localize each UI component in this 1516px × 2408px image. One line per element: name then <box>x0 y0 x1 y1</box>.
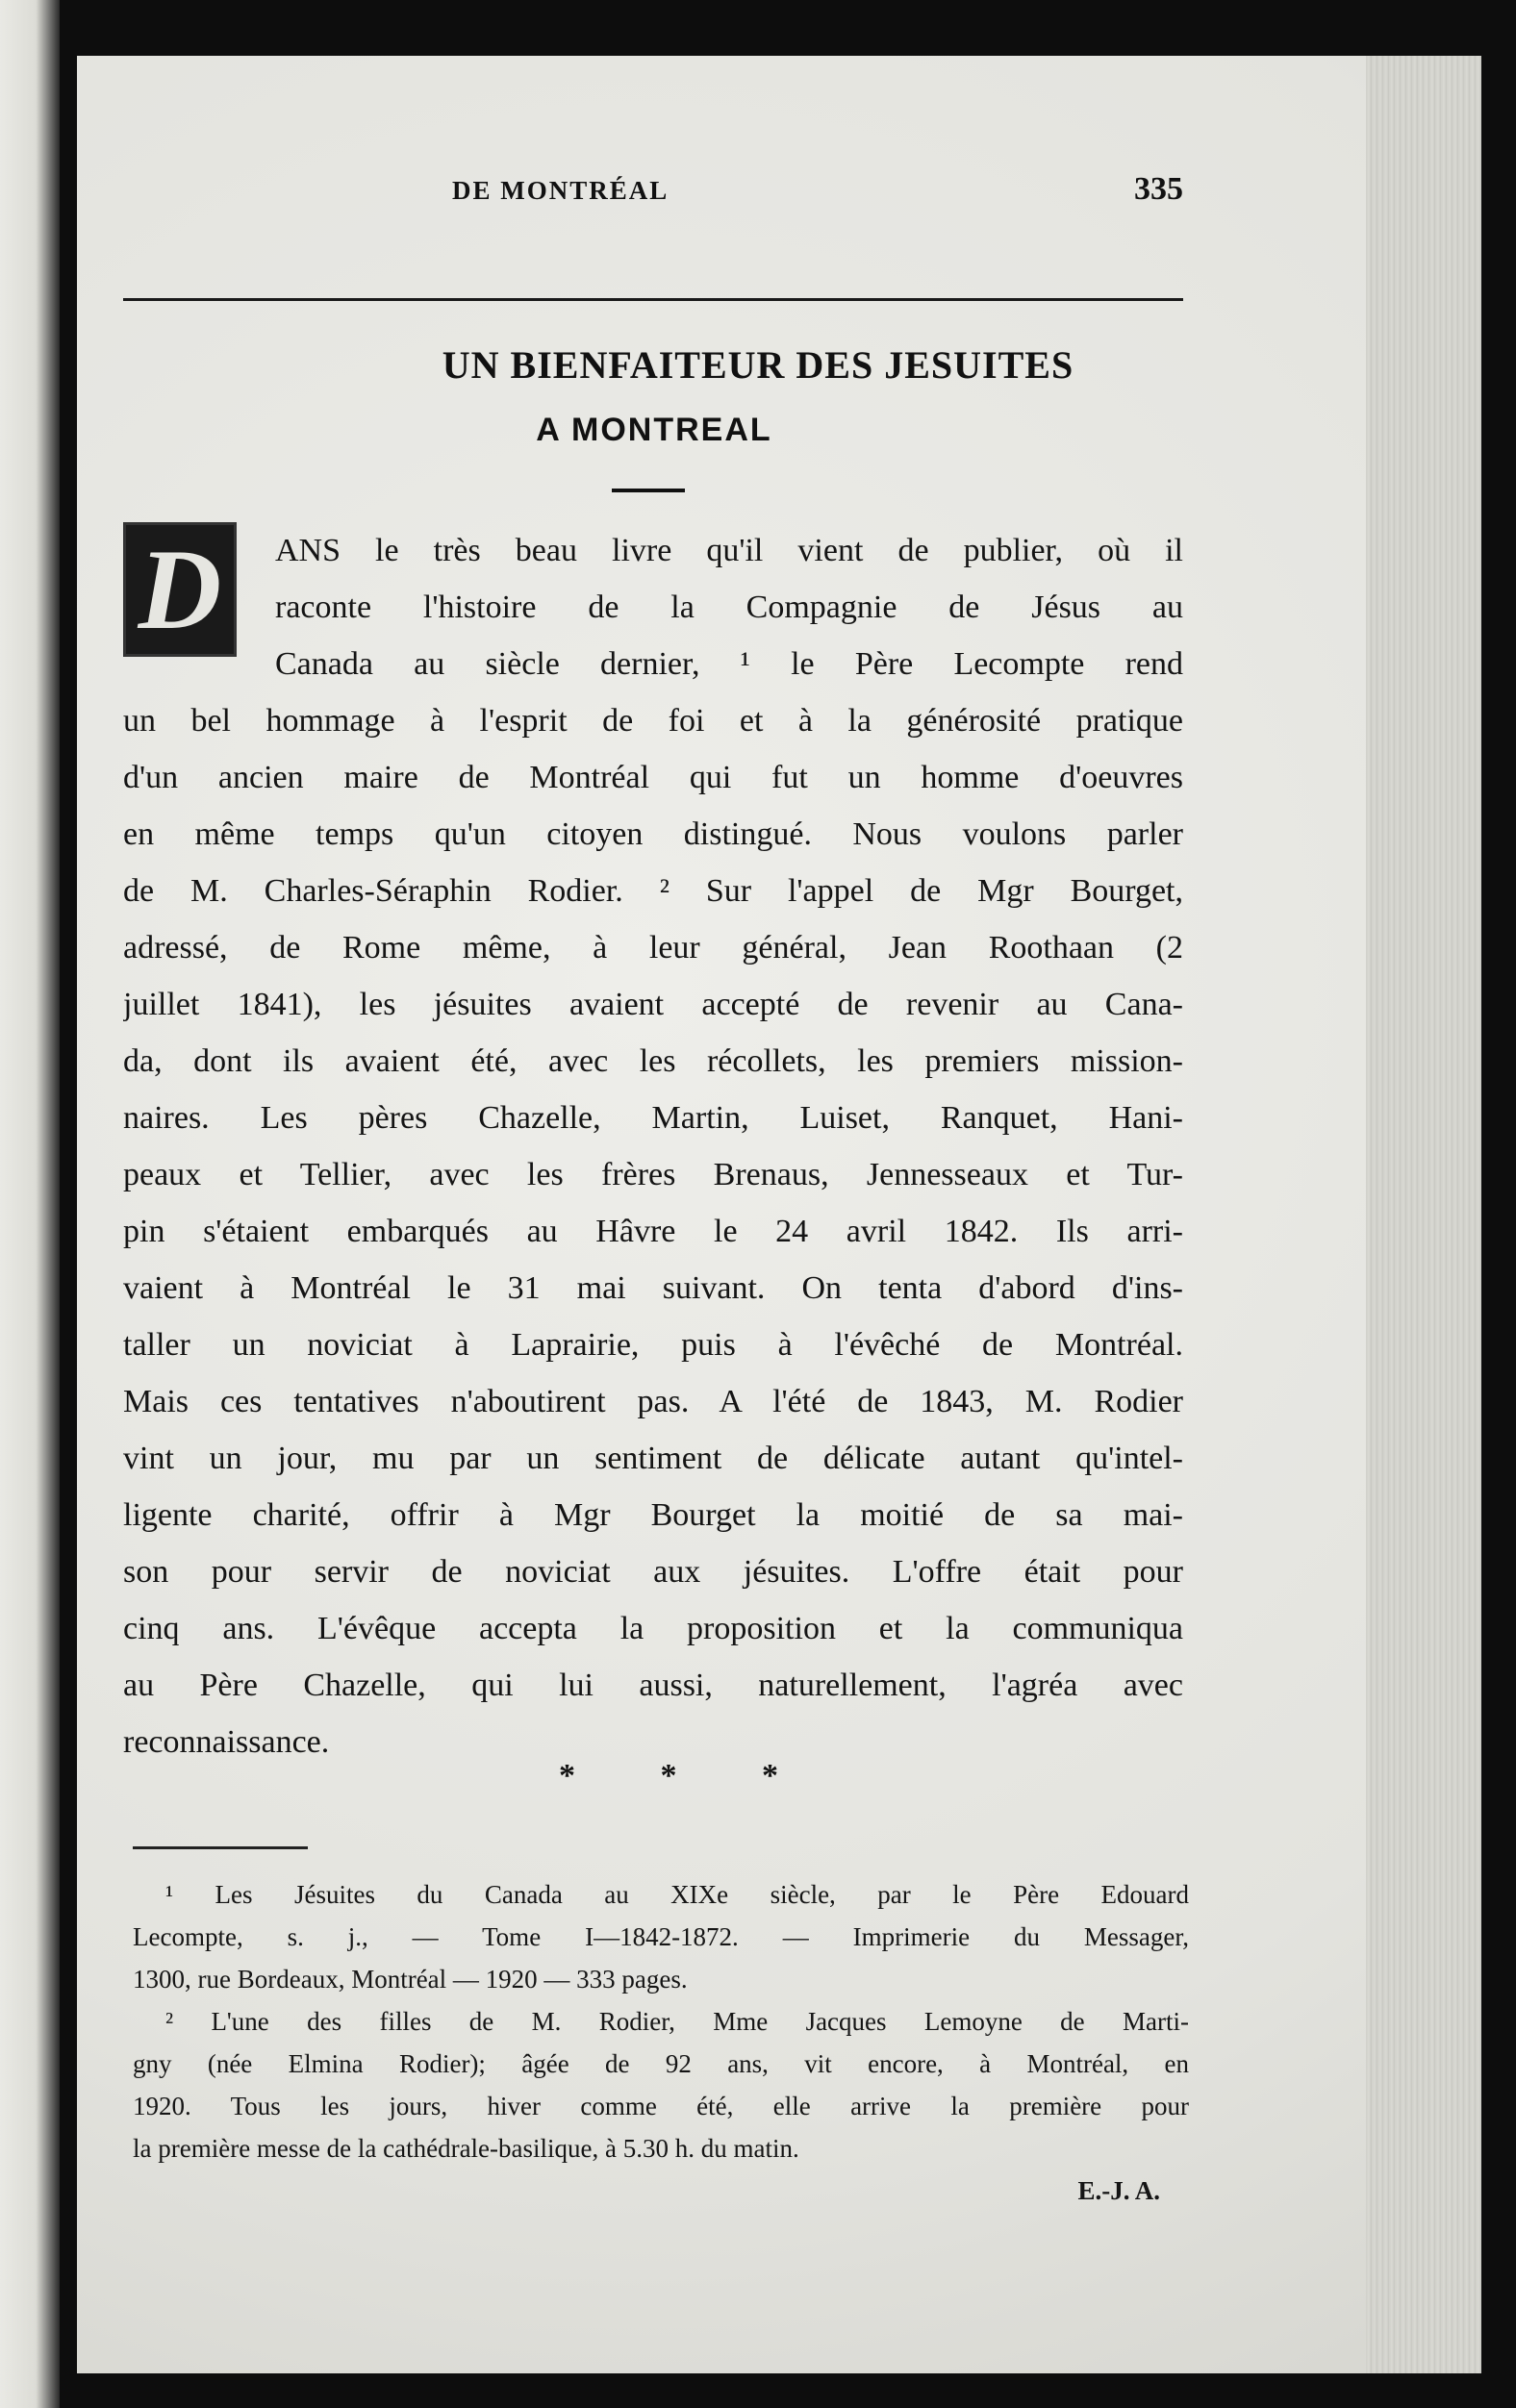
body-line: taller un noviciat à Laprairie, puis à l'évêché de Montréal. <box>123 1327 1183 1363</box>
body-line: Canada au siècle dernier, ¹ le Père Lecompte rend <box>275 646 1183 682</box>
body-line: un bel hommage à l'esprit de foi et à la générosité pratique <box>123 703 1183 739</box>
body-line: da, dont ils avaient été, avec les récollets, les premiers mission- <box>123 1043 1183 1079</box>
article-body <box>123 522 1183 1770</box>
footnote-line: gny (née Elmina Rodier); âgée de 92 ans, vit encore, à Montréal, en <box>133 2049 1189 2078</box>
body-line: peaux et Tellier, avec les frères Brenaus, Jennesseaux et Tur- <box>123 1157 1183 1192</box>
body-line: de M. Charles-Séraphin Rodier. ² Sur l'appel de Mgr Bourget, <box>123 873 1183 909</box>
footnote-line: ² L'une des filles de M. Rodier, Mme Jacques Lemoyne de Marti- <box>165 2007 1189 2036</box>
title-rule <box>612 489 685 492</box>
footnote-line: 1300, rue Bordeaux, Montréal — 1920 — 333 pages. <box>133 1965 688 1994</box>
body-line: cinq ans. L'évêque accepta la proposition et la communiqua <box>123 1611 1183 1646</box>
body-line: en même temps qu'un citoyen distingué. Nous voulons parler <box>123 816 1183 852</box>
body-line: ligente charité, offrir à Mgr Bourget la moitié de sa mai- <box>123 1497 1183 1533</box>
body-line: reconnaissance. <box>123 1724 330 1760</box>
author-signature: E.-J. A. <box>1077 2176 1160 2205</box>
body-line: vint un jour, mu par un sentiment de délicate autant qu'intel- <box>123 1441 1183 1476</box>
body-line: naires. Les pères Chazelle, Martin, Luiset, Ranquet, Hani- <box>123 1100 1183 1136</box>
dropcap-ornament: D <box>123 522 237 657</box>
footnote-line: ¹ Les Jésuites du Canada au XIXe siècle, par le Père Edouard <box>165 1880 1189 1909</box>
article-title: UN BIENFAITEUR DES JESUITES <box>442 343 1074 387</box>
body-line: son pour servir de noviciat aux jésuites. L'offre était pour <box>123 1554 1183 1590</box>
page-number: 335 <box>1134 171 1183 207</box>
footnote-line: la première messe de la cathédrale-basilique, à 5.30 h. du matin. <box>133 2134 799 2163</box>
body-line: raconte l'histoire de la Compagnie de Jésus au <box>275 589 1183 625</box>
running-title: DE MONTRÉAL <box>452 176 670 205</box>
body-line: juillet 1841), les jésuites avaient accepté de revenir au Cana- <box>123 987 1183 1022</box>
article-subtitle: A MONTREAL <box>536 412 772 448</box>
body-line: adressé, de Rome même, à leur général, Jean Roothaan (2 <box>123 930 1183 966</box>
page-stack-edge <box>1366 56 1481 2373</box>
body-line: ANS le très beau livre qu'il vient de publier, où il <box>275 533 1183 568</box>
footnote-rule <box>133 1846 308 1849</box>
body-line: Mais ces tentatives n'aboutirent pas. A l'été de 1843, M. Rodier <box>123 1384 1183 1419</box>
running-header <box>452 171 1183 208</box>
body-line: vaient à Montréal le 31 mai suivant. On tenta d'abord d'ins- <box>123 1270 1183 1306</box>
footnote-line: 1920. Tous les jours, hiver comme été, elle arrive la première pour <box>133 2092 1189 2120</box>
footnote-line: Lecompte, s. j., — Tome I—1842-1872. — Imprimerie du Messager, <box>133 1922 1189 1951</box>
body-line: pin s'étaient embarqués au Hâvre le 24 avril 1842. Ils arri- <box>123 1214 1183 1249</box>
header-rule <box>123 298 1183 301</box>
body-line: d'un ancien maire de Montréal qui fut un homme d'oeuvres <box>123 760 1183 795</box>
footnotes <box>133 1873 1189 2212</box>
section-separator: * * * <box>559 1758 817 1793</box>
body-line: au Père Chazelle, qui lui aussi, naturellement, l'agréa avec <box>123 1668 1183 1703</box>
